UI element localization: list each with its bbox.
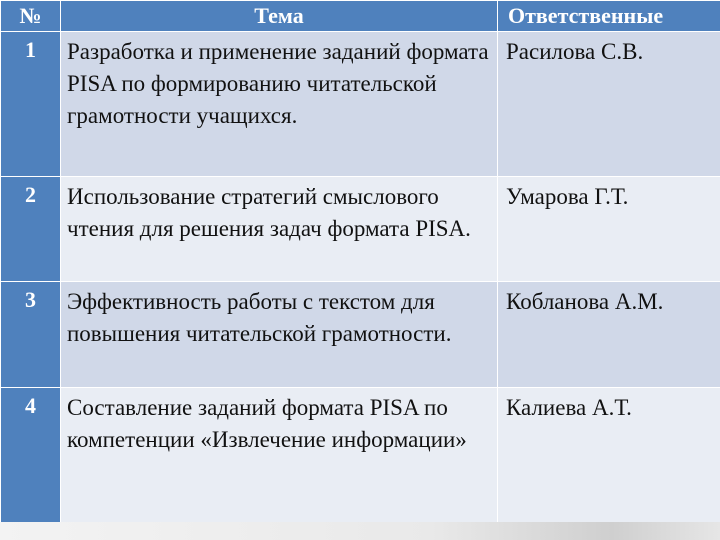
table-row [1, 388, 720, 524]
row-responsible: Умарова Г.Т. [498, 177, 720, 282]
header-number: № [1, 1, 61, 32]
row-responsible: Расилова С.В. [498, 32, 720, 177]
row-topic: Составление заданий формата PISA по компетенции «Извлечение информации» [61, 388, 498, 524]
row-number: 1 [1, 32, 61, 177]
row-number: 2 [1, 177, 61, 282]
table-row [1, 32, 720, 177]
row-topic: Использование стратегий смыслового чтения для решения задач формата PISA. [61, 177, 498, 282]
row-responsible: Кобланова А.М. [498, 282, 720, 388]
header-responsible: Ответственные [498, 1, 720, 32]
header-row [1, 1, 720, 32]
table-row [1, 282, 720, 388]
slide-bottom-shadow [0, 522, 720, 540]
header-topic: Тема [61, 1, 498, 32]
row-topic: Эффективность работы с текстом для повышения читательской грамотности. [61, 282, 498, 388]
row-topic: Разработка и применение заданий формата PISA по формированию читательской грамотности учащихся. [61, 32, 498, 177]
row-number: 4 [1, 388, 61, 524]
row-number: 3 [1, 282, 61, 388]
table-row [1, 177, 720, 282]
row-responsible: Калиева А.Т. [498, 388, 720, 524]
